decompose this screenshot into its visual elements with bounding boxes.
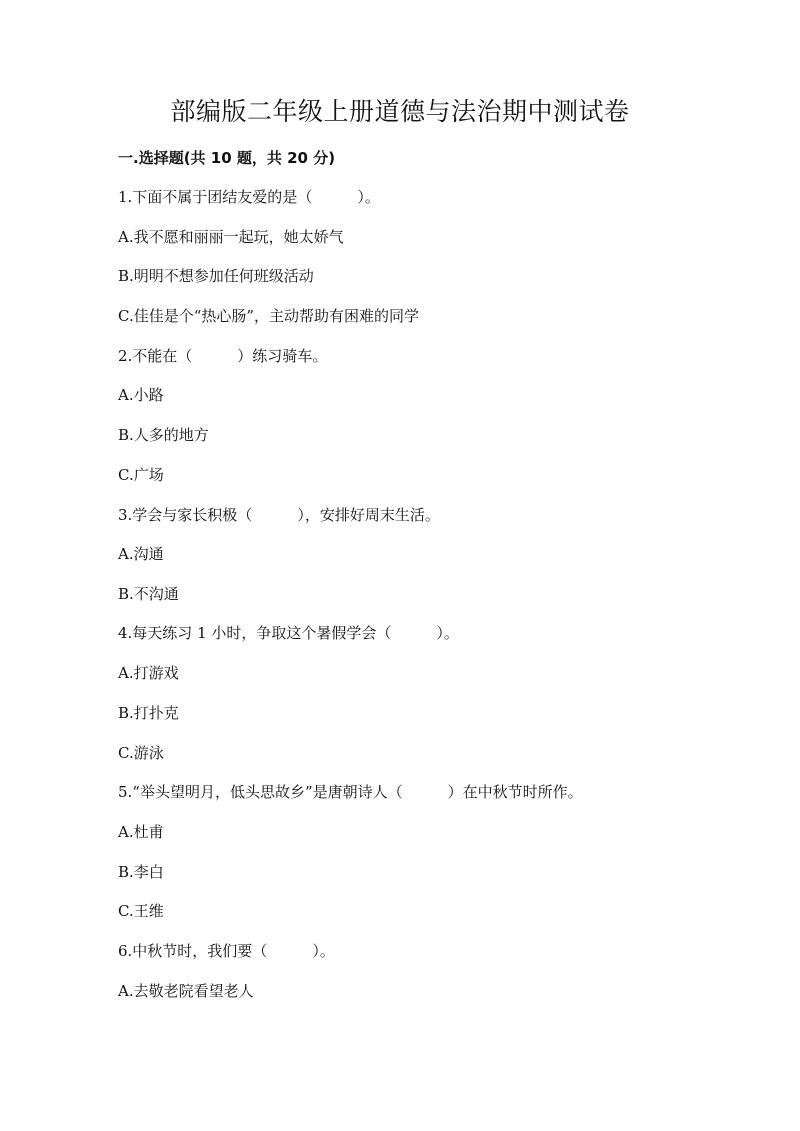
- question-5: 5.“举头望明月，低头思故乡”是唐朝诗人（ ）在中秋节时所作。: [118, 783, 583, 801]
- option-5b: B.李白: [118, 863, 164, 881]
- option-2b: B.人多的地方: [118, 426, 209, 444]
- option-4c: C.游泳: [118, 744, 164, 762]
- question-2: 2.不能在（ ）练习骑车。: [118, 347, 328, 365]
- question-1: 1.下面不属于团结友爱的是（ ）。: [118, 188, 380, 206]
- option-3b: B.不沟通: [118, 585, 179, 603]
- option-2c: C.广场: [118, 466, 164, 484]
- option-4b: B.打扑克: [118, 704, 179, 722]
- option-4a: A.打游戏: [118, 664, 179, 682]
- page-title: 部编版二年级上册道德与法治期中测试卷: [170, 97, 630, 126]
- option-6a: A.去敬老院看望老人: [118, 982, 254, 1000]
- option-2a: A.小路: [118, 386, 164, 404]
- question-6: 6.中秋节时，我们要（ ）。: [118, 942, 335, 960]
- question-3: 3.学会与家长积极（ ），安排好周末生活。: [118, 506, 440, 524]
- section-heading: 一.选择题(共 10 题，共 20 分): [118, 149, 336, 167]
- option-3a: A.沟通: [118, 545, 164, 563]
- question-4: 4.每天练习 1 小时，争取这个暑假学会（ ）。: [118, 624, 459, 642]
- option-1a: A.我不愿和丽丽一起玩，她太娇气: [118, 228, 344, 246]
- option-1b: B.明明不想参加任何班级活动: [118, 267, 314, 285]
- option-5c: C.王维: [118, 902, 164, 920]
- option-1c: C.佳佳是个“热心肠”，主动帮助有困难的同学: [118, 307, 420, 325]
- option-5a: A.杜甫: [118, 823, 164, 841]
